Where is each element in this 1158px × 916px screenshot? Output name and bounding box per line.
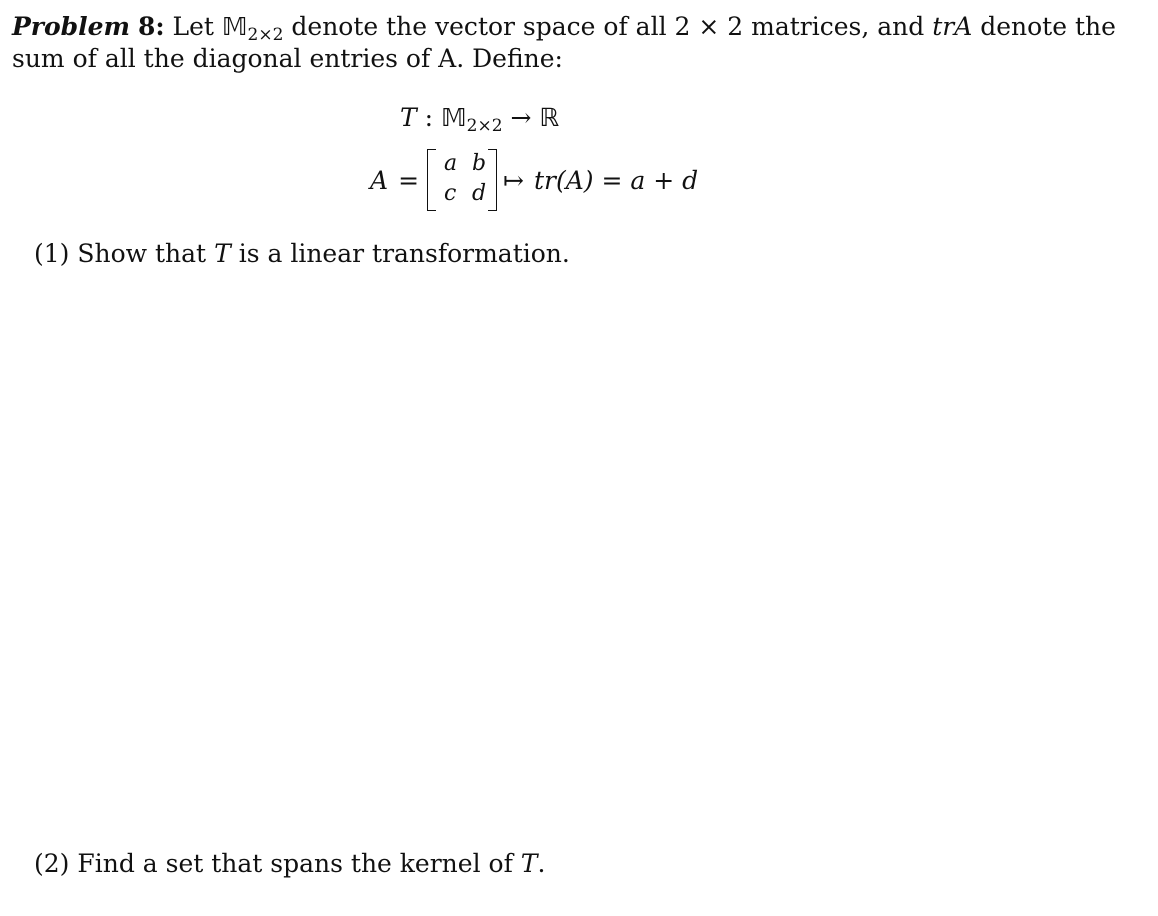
problem-label: Problem [12,12,130,41]
lhs-matrix: A [370,165,389,195]
matrix-entry-d: d [472,181,487,206]
matrix-entry-c: c [444,181,457,206]
domain-symbol: 𝕄 [441,103,467,132]
part-2-text-after: . [537,849,546,878]
part-2-label: (2) [34,849,70,878]
part-1-variable: T [214,239,231,268]
map-name: T [400,103,417,132]
part-1-text-before: Show that [77,239,207,268]
matrix-entry-b: b [472,151,487,176]
mapsto-arrow: ↦ [503,165,524,195]
matrix-variable: A [954,12,973,41]
equation-trace-rule [370,147,698,213]
statement-line-2: sum of all the diagonal entries of A. Define: [12,44,563,73]
codomain-symbol: ℝ [539,103,560,132]
left-bracket [427,149,436,211]
matrix-entry-a: a [444,151,458,176]
rhs-expression: (A) = a + d [555,165,699,195]
problem-number: 8: [137,12,165,41]
text-denote: denote the vector space of all 2 × 2 matrices, and [291,12,925,41]
part-1 [34,238,570,270]
trace-symbol: tr [932,12,955,41]
space-subscript: 2×2 [247,25,284,45]
part-2-variable: T [520,849,538,878]
part-2-text-before: Find a set that spans the kernel of [77,849,513,878]
map-colon: : [424,103,434,132]
space-symbol: 𝕄 [221,12,248,41]
rhs-trace: tr [533,165,556,195]
part-1-text-after: is a linear transformation. [238,239,570,268]
equation-map-definition [400,102,559,134]
part-1-label: (1) [34,239,70,268]
domain-subscript: 2×2 [466,116,503,136]
map-arrow: → [510,103,532,132]
problem-statement [12,11,1132,75]
text-let: Let [172,12,214,41]
matrix-2x2 [427,149,497,211]
right-bracket [488,149,497,211]
part-2 [34,848,545,880]
text-denote-the: denote the [980,12,1116,41]
equals-sign: = [398,165,420,195]
